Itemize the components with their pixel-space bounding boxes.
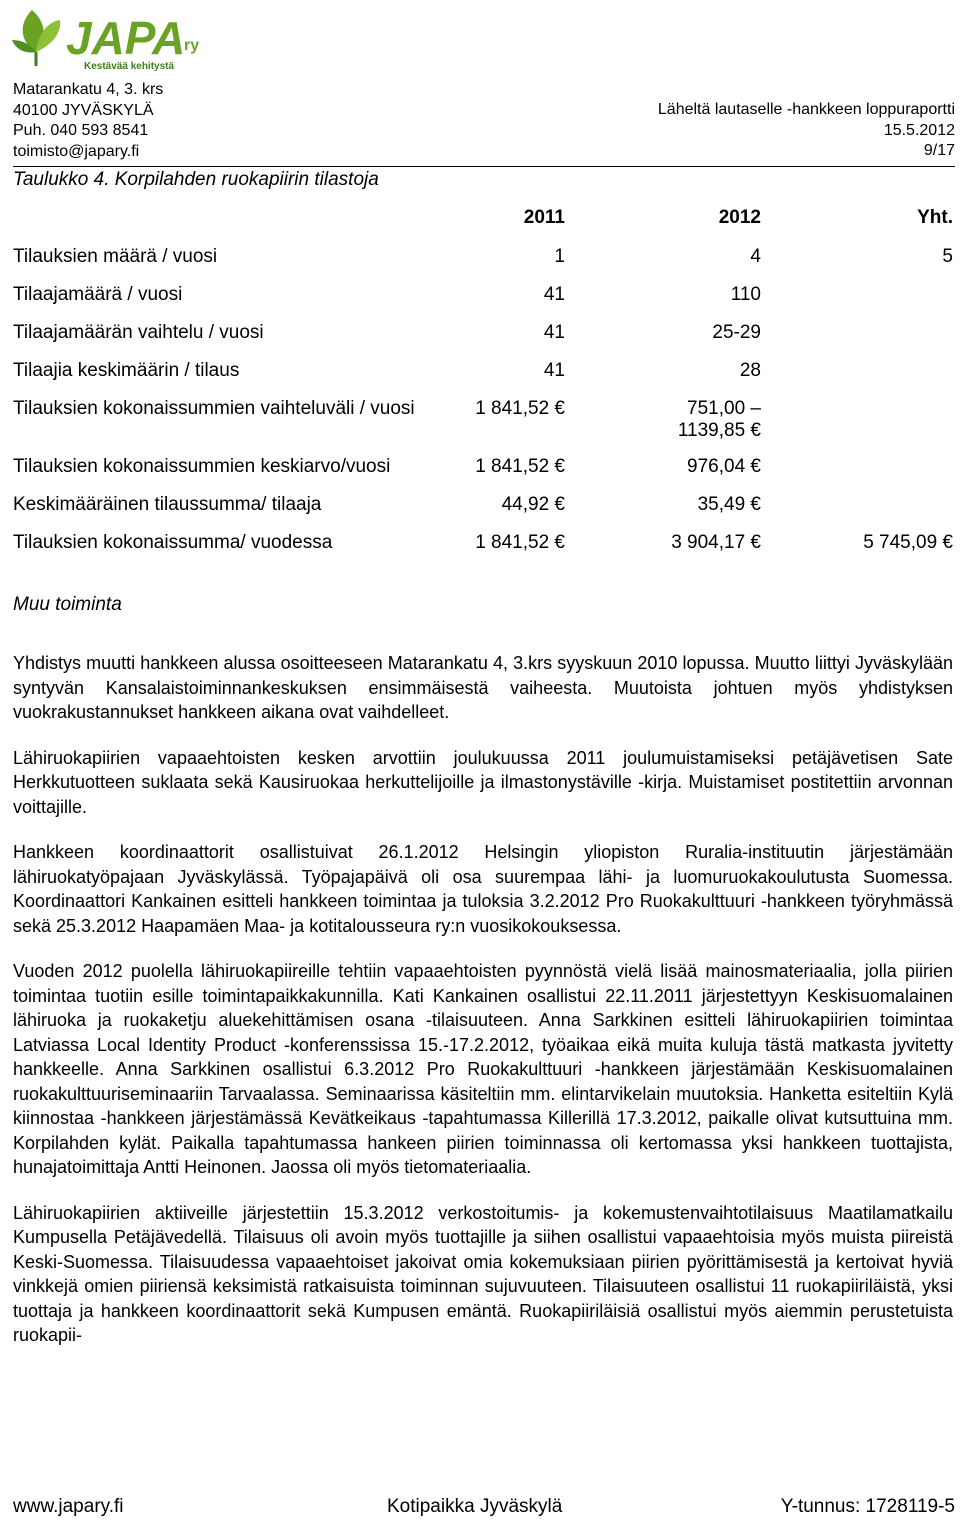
column-header-2011: 2011 — [523, 207, 565, 228]
cell-2011: 1 841,52 € — [475, 398, 565, 419]
contact-block — [13, 80, 163, 162]
footer-website: www.japary.fi — [13, 1496, 124, 1517]
paragraph: Vuoden 2012 puolella lähiruokapiireille tehtiin vapaaehtoisten pyynnöstä vielä lisää mainosmateriaalia, jolla piirien toimintaa tuotiin esille toimintapaikkakunnilla. Kati Kankainen osallistui 22.11.2011 järjestettyyn Keskisuomalainen lähiruoka ja ruokaketju aluekehittämisen osana -tilaisuuteen. Anna Sarkkinen esitteli lähiruokapiirien toimintaa Latviassa Local Identity Product -konferenssissa 15.-17.2.2012, työaikaa eikä muita kuluja tästä matkasta jyvitetty hankkeelle. Anna Sarkkinen osallistui 6.3.2012 Pro Ruokakulttuuri -hankkeen järjestämään Keskisuomalainen ruokakulttuuriseminaariin Tarvaalassa. Seminaarissa käsiteltiin mm. elintarvikelain muutoksia. Hanketta esiteltiin Kylä kiinnostaa -hankkeen järjestämässä Kevätkeikaus -tapahtumassa Killerillä 17.3.2012, paikalle olivat kutsuttuina mm. Korpilahden kylät. Paikalla tapahtumassa hankeen piirien toiminnassa oli kertomassa yksi hankkeen tuottajista, hunajatoimittaja Antti Heinonen. Jaossa oli myös tietomateriaalia. — [13, 961, 953, 1177]
body-text — [13, 651, 953, 1369]
column-header-total: Yht. — [917, 207, 953, 228]
contact-city: 40100 JYVÄSKYLÄ — [13, 101, 154, 119]
table-row — [13, 394, 957, 452]
cell-total: 5 — [942, 246, 953, 267]
table-row — [13, 490, 957, 528]
brand-tagline: Kestävää kehitystä — [84, 61, 175, 72]
row-label: Tilauksien kokonaissummien keskiarvo/vuosi — [13, 456, 391, 477]
table-row — [13, 318, 957, 356]
statistics-table — [13, 200, 957, 566]
cell-2011: 41 — [543, 360, 565, 381]
table-row — [13, 452, 957, 490]
table-row — [13, 528, 957, 566]
report-header — [658, 100, 955, 162]
contact-phone: Puh. 040 593 8541 — [13, 122, 149, 139]
row-label: Tilauksien määrä / vuosi — [13, 246, 218, 267]
japa-logo-graphic — [6, 2, 206, 74]
section-heading: Muu toiminta — [13, 594, 122, 615]
contact-email: toimisto@japary.fi — [13, 142, 140, 160]
table-header-row — [13, 200, 957, 242]
report-title: Läheltä lautaselle -hankkeen loppuraportti — [657, 101, 955, 118]
cell-2012-continued: 1139,85 € — [677, 420, 761, 441]
footer-business-id: Y-tunnus: 1728119-5 — [780, 1496, 955, 1517]
table-row — [13, 242, 957, 280]
leaf-icon — [12, 10, 60, 66]
table-row — [13, 356, 957, 394]
paragraph: Lähiruokapiirien aktiiveille järjestettiin 15.3.2012 verkostoitumis- ja kokemustenvaihtotilaisuus Maatilamatkailu Kumpusella Petäjävedellä. Tilaisuus oli avoin myös tuottajille ja siihen osallistui vapaaehtoisia myös muista piireistä Keski-Suomessa. Tilaisuudessa vapaaehtoiset jakoivat omia kokemuksiaan piirien pyörittämisestä ja kertoivat hyviä vinkkejä omien piiriensä keksimistä ratkaisuista toiminnan sujuvuuteen. Tilaisuuteen osallistui 11 ruokapiiriläistä, yksi tuottaja ja hankkeen koordinaattorit sekä Kumpusen emäntä. Ruokapiiriläisiä osallistui myös aiemmin perustetuista ruokapii- — [13, 1202, 953, 1345]
row-label: Tilaajamäärän vaihtelu / vuosi — [13, 322, 264, 343]
row-label: Tilauksien kokonaissumma/ vuodessa — [13, 532, 333, 553]
row-label: Keskimääräinen tilaussumma/ tilaaja — [13, 494, 322, 515]
cell-2011: 1 841,52 € — [475, 532, 565, 553]
cell-2012: 751,00 – — [687, 398, 761, 419]
report-date: 15.5.2012 — [883, 121, 955, 139]
paragraph: Lähiruokapiirien vapaaehtoisten kesken arvottiin joulukuussa 2011 joulumuistamiseksi petäjävetisen Sate Herkkutuotteen suklaata sekä Kausiruokaa herkuttelijoille ja ilmastonystäville -kirja. Muistamiset postitettiin arvonnan voittajille. — [13, 747, 953, 817]
cell-2012: 25-29 — [712, 322, 761, 343]
brand-name: JAPA — [66, 12, 186, 64]
contact-street: Matarankatu 4, 3. krs — [13, 81, 164, 98]
cell-2012: 110 — [730, 284, 761, 305]
row-label: Tilauksien kokonaissummien vaihteluväli / vuosi — [13, 398, 415, 419]
row-label: Tilaajia keskimäärin / tilaus — [13, 360, 240, 381]
cell-2012: 976,04 € — [687, 456, 761, 477]
cell-2011: 41 — [543, 322, 565, 343]
cell-total: 5 745,09 € — [863, 532, 953, 553]
brand-suffix: ry — [184, 37, 200, 54]
row-label: Tilaajamäärä / vuosi — [13, 284, 183, 305]
column-header-2012: 2012 — [718, 207, 761, 228]
paragraph: Yhdistys muutti hankkeen alussa osoitteeseen Matarankatu 4, 3.krs syyskuun 2010 lopussa. Muutto liittyi Jyväskylään syntyvän Kansalaistoiminnankeskuksen ensimmäisestä vaiheesta. Muutoista johtuen myös yhdistyksen vuokrakustannukset hankkeen aikana ovat vaihdelleet. — [13, 653, 953, 722]
page-number: 9/17 — [923, 142, 955, 159]
cell-2012: 3 904,17 € — [671, 532, 761, 553]
cell-2012: 4 — [750, 246, 761, 267]
cell-2012: 28 — [739, 360, 761, 381]
footer-seat: Kotipaikka Jyväskylä — [387, 1496, 563, 1517]
table-caption: Taulukko 4. Korpilahden ruokapiirin tilastoja — [13, 169, 379, 190]
cell-2011: 41 — [543, 284, 565, 305]
japa-logo — [6, 2, 206, 74]
paragraph: Hankkeen koordinaattorit osallistuivat 26.1.2012 Helsingin yliopiston Ruralia-instituutin järjestämään lähiruokatyöpajaan Jyväskylässä. Työpajapäivä oli osa suurempaa lähi- ja luomuruokakoulutusta Suomessa. Koordinaattori Kankainen esitteli hankkeen toimintaa ja tuloksia 3.2.2012 Pro Ruokakulttuuri -hankkeen työryhmässä sekä 25.3.2012 Haapamäen Maa- ja kotitalousseura ry:n vuosikokouksessa. — [13, 842, 953, 936]
cell-2011: 1 841,52 € — [475, 456, 565, 477]
cell-2011: 44,92 € — [501, 494, 565, 515]
table-row — [13, 280, 957, 318]
cell-2012: 35,49 € — [697, 494, 761, 515]
header-divider — [13, 166, 955, 167]
cell-2011: 1 — [554, 246, 565, 267]
